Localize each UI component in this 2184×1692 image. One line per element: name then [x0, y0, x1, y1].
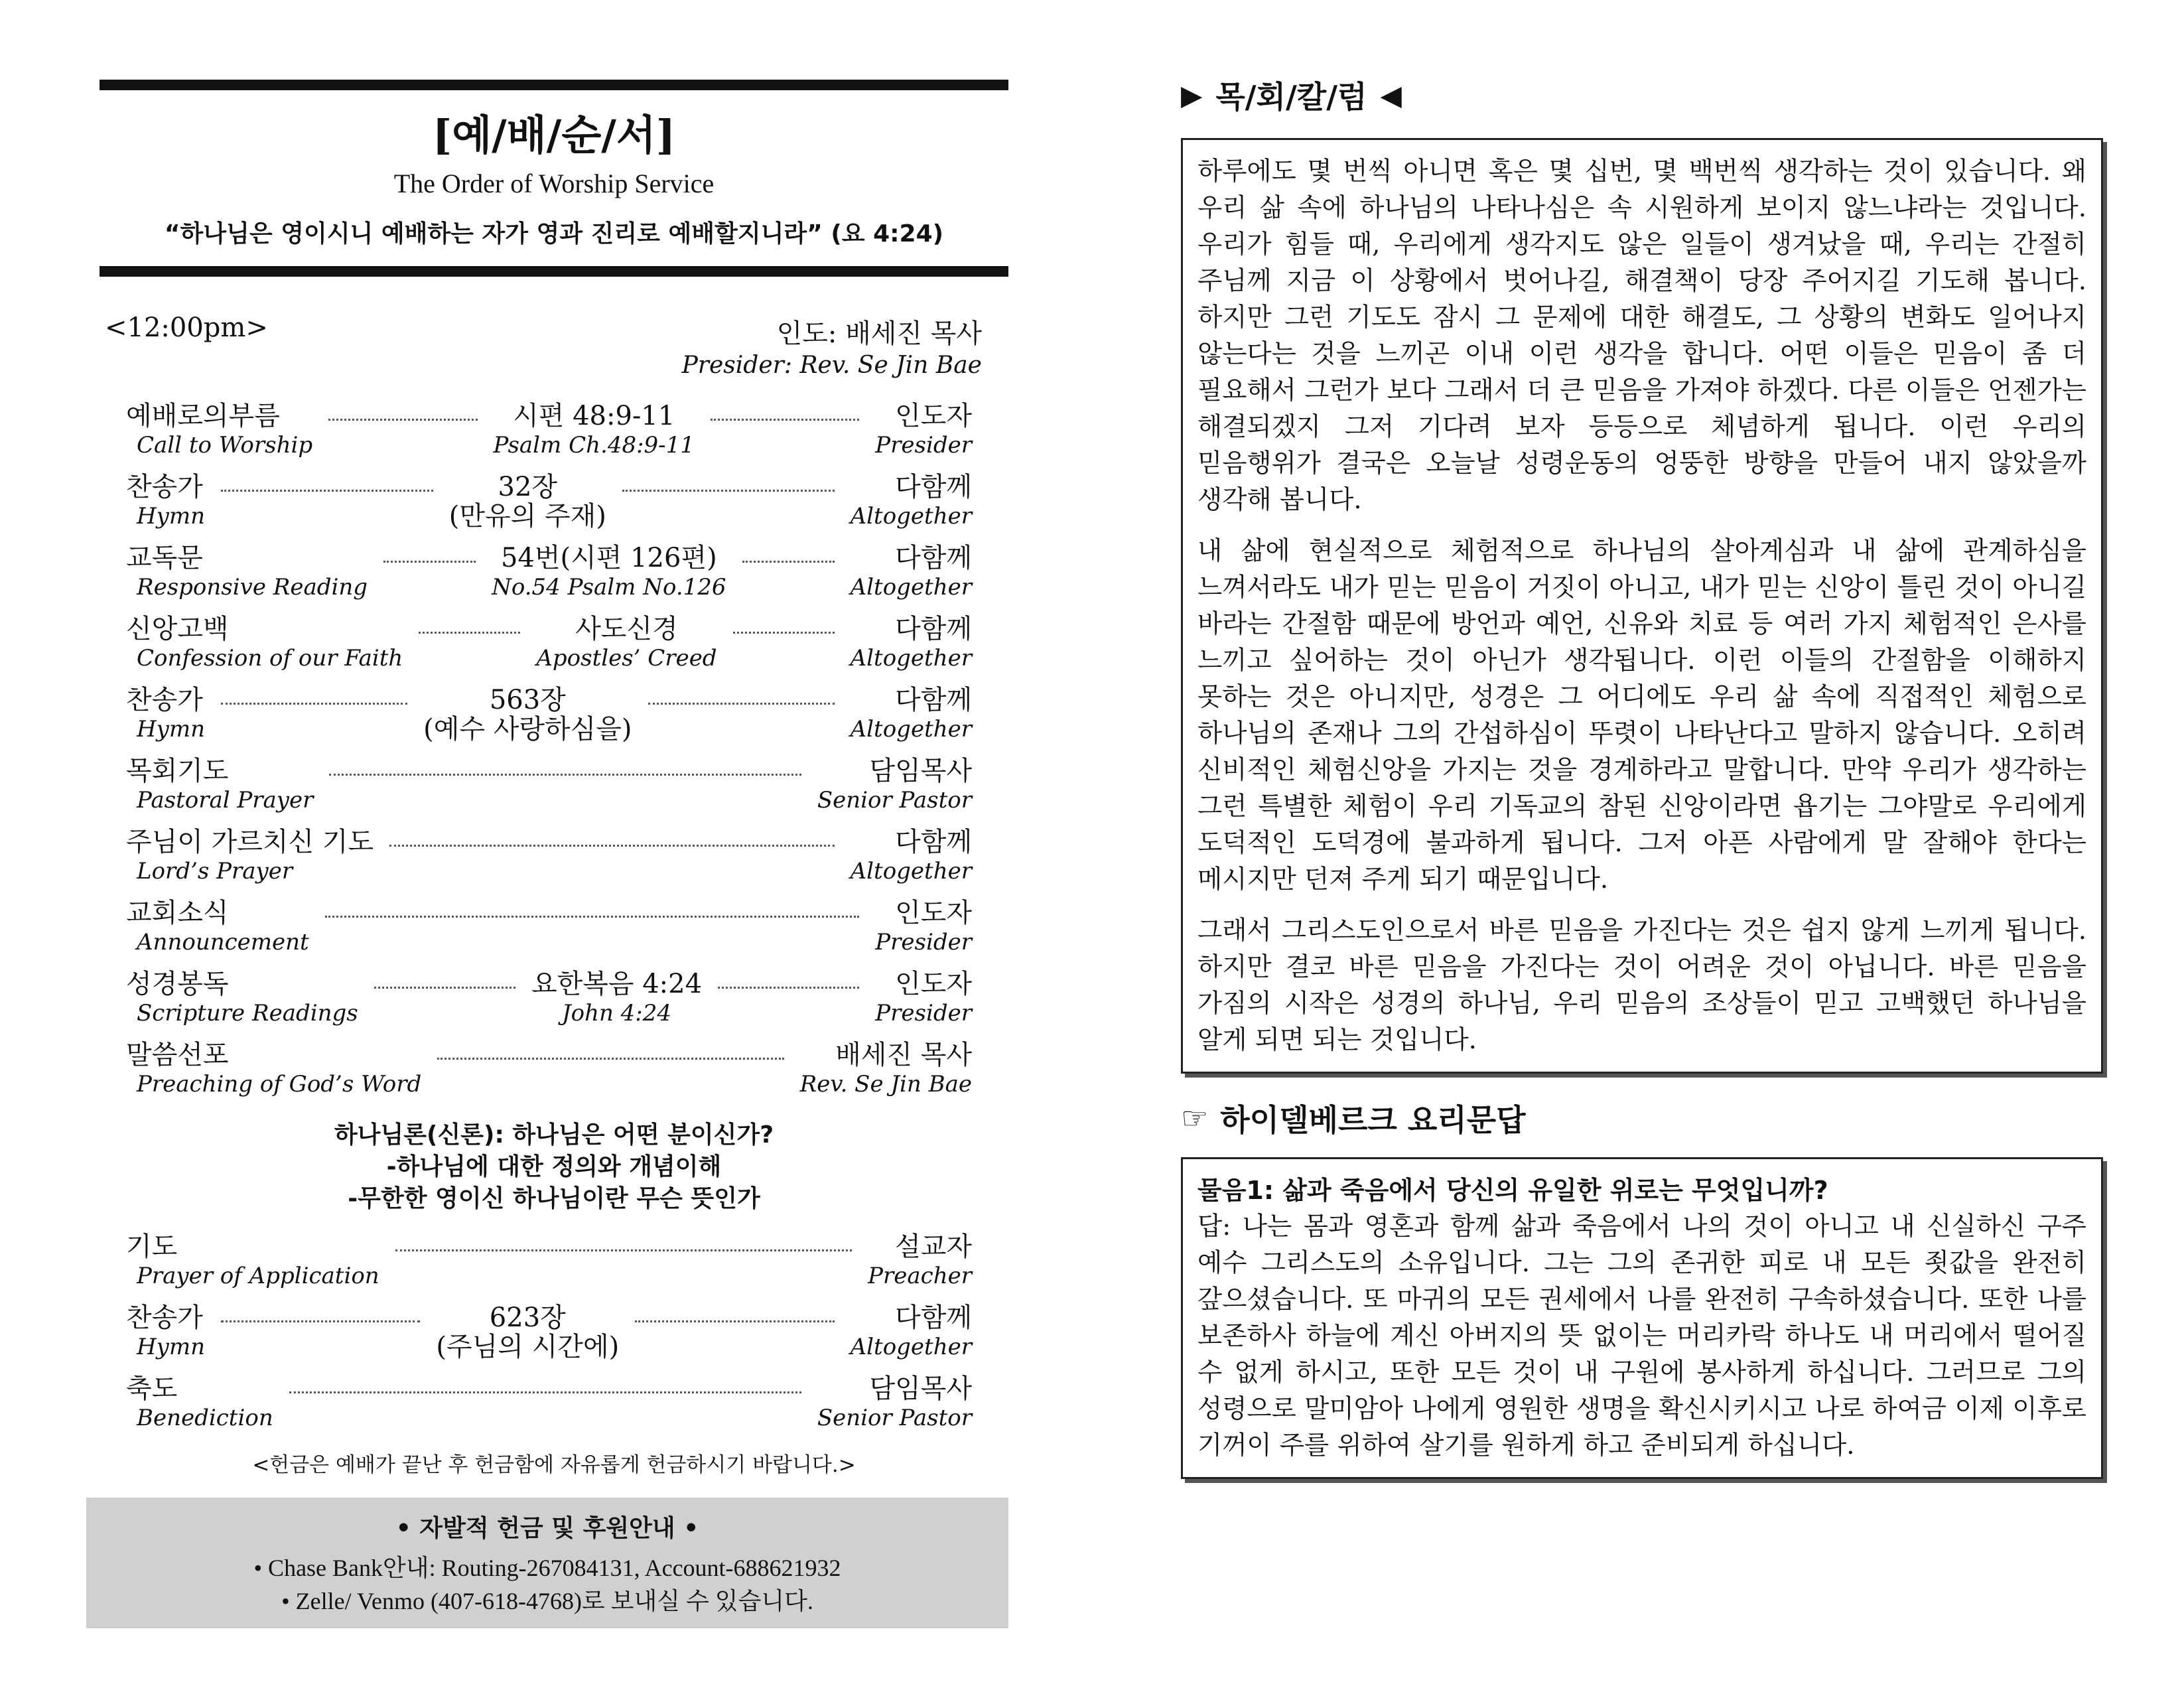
sermon-line: 하나님론(신론): 하나님은 어떤 분이신가?	[334, 1121, 774, 1149]
leader-dots	[389, 826, 834, 847]
item-detail-ko: 사도신경	[575, 614, 678, 645]
column-paragraph: 하루에도 몇 번씩 아니면 혹은 몇 십번, 몇 백번씩 생각하는 것이 있습니다. 왜 우리 삶 속에 하나님의 나타나심은 속 시원하게 보이지 않느냐라는 것입니다. 우리가 힘들 때, 우리에게 생각지도 않은 일들이 생겨났을 때, 우리는 간절히 주님께 지금 이 상황에서 벗어나길, 해결책이 당장 주어지길 기도해 봅니다. 하지만 그런 기도도 잠시 그 문제에 대한 해결도, 그 상황의 변화도 일어나지 않는다는 것을 느끼곤 이내 이런 생각을 합니다. 어떤 이들은 믿음이 좀 더 필요해서 그런가 보다 그래서 더 큰 믿음을 가져야 하겠다. 다른 이들은 언젠가는 해결되겠지 그저 기다려 보자 등등으로 체념하게 됩니다. 이런 우리의 믿음행위가 결국은 오늘날 성령운동의 엉뚱한 방향을 만들어 내지 않았을까 생각해 봅니다.	[1197, 157, 2086, 515]
item-role-ko: 다함께	[895, 614, 972, 645]
item-role-en: Altogether	[850, 503, 972, 530]
item-role-ko: 인도자	[895, 969, 973, 1000]
leader-dots	[437, 1039, 784, 1060]
item-name-en: Announcement	[137, 929, 309, 956]
item-role-ko: 다함께	[895, 685, 973, 716]
item-name-en: Preaching of God’s Word	[137, 1071, 422, 1098]
offering-bank: • Chase Bank안내: Routing-267084131, Account-688621932	[253, 1555, 841, 1582]
worship-item	[126, 826, 972, 897]
catechism-answer: 답: 나는 몸과 영혼과 함께 삶과 죽음에서 나의 것이 아니고 내 신실하신 구주 예수 그리스도의 소유입니다. 그는 그의 존귀한 피로 내 모든 죗값을 완전히 갚으셨습니다. 또 마귀의 모든 권세에서 나를 완전히 구속하셨습니다. 또한 나를 보존하사 하늘에 계신 아버지의 뜻 없이는 머리카락 하나도 내 머리에서 떨어질 수 없게 하시고, 또한 모든 것이 내 구원에 봉사하게 하십니다. 그러므로 그의 성령으로 말미암아 나에게 영원한 생명을 확신시키시고 나로 하여금 이제 이후로 기꺼이 주를 위하여 살기를 원하게 하고 준비되게 하십니다.	[1197, 1212, 2086, 1460]
item-role	[875, 400, 972, 458]
item-role-ko: 배세진 목사	[835, 1040, 972, 1071]
item-name-ko: 축도	[126, 1374, 178, 1405]
item-role-en: Altogether	[850, 716, 973, 743]
item-role	[851, 1302, 972, 1360]
item-name	[126, 1302, 205, 1360]
item-name-en: Hymn	[137, 716, 205, 743]
item-role	[800, 1039, 972, 1097]
worship-item	[126, 968, 972, 1039]
item-role-ko: 담임목사	[869, 1374, 972, 1405]
leader-dots	[289, 1373, 801, 1393]
item-name-en: Hymn	[137, 1334, 205, 1361]
item-name-ko: 목회기도	[126, 756, 229, 787]
item-name-ko: 기도	[126, 1232, 178, 1263]
worship-item	[126, 400, 972, 471]
order-of-worship	[100, 80, 1008, 1628]
item-name	[126, 1231, 379, 1289]
item-role-ko: 다함께	[895, 472, 972, 503]
item-role-en: Senior Pastor	[817, 1405, 972, 1432]
item-role	[851, 542, 972, 600]
item-detail-ko: 623장	[489, 1303, 566, 1334]
offering-box	[86, 1498, 1008, 1628]
order-subtitle: The Order of Worship Service	[393, 169, 715, 199]
item-role-en: Presider	[875, 1000, 973, 1027]
item-role	[851, 684, 972, 742]
item-role-en: Rev. Se Jin Bae	[799, 1071, 972, 1098]
item-role	[817, 1373, 972, 1431]
worship-items	[100, 400, 1008, 1110]
play-right-icon: ▶	[1181, 78, 1203, 111]
worship-item	[126, 897, 972, 968]
item-name	[126, 542, 368, 600]
item-role	[875, 897, 972, 955]
item-name-ko: 신앙고백	[126, 614, 229, 645]
item-name	[126, 968, 358, 1026]
item-name	[126, 400, 312, 458]
item-name-ko: 찬송가	[126, 1303, 203, 1334]
worship-item	[126, 1231, 972, 1302]
item-detail-en: Apostles’ Creed	[536, 645, 717, 672]
pastor-column-box	[1181, 138, 2103, 1074]
play-left-icon: ◀	[1380, 78, 1402, 111]
worship-item	[126, 542, 972, 613]
worship-item	[126, 755, 972, 826]
pastor-column-heading	[1181, 73, 2103, 117]
sermon-line: -하나님에 대한 정의와 개념이해	[386, 1153, 722, 1181]
item-detail-ko: 563장	[489, 685, 566, 716]
column-paragraph: 그래서 그리스도인으로서 바른 믿음을 가진다는 것은 쉽지 않게 느끼게 됩니다. 하지만 결코 바른 믿음을 가진다는 것이 어려운 것이 아닙니다. 바른 믿음을 가짐의 시작은 성경의 하나님, 우리 믿음의 조상들이 믿고 고백했던 하나님을 알게 되면 되는 것입니다.	[1197, 916, 2086, 1055]
leader-dots	[733, 613, 835, 634]
item-role	[851, 826, 972, 884]
item-name-en: Call to Worship	[137, 432, 313, 459]
item-name	[126, 897, 309, 955]
leader-dots	[221, 471, 433, 492]
leader-dots	[329, 755, 801, 776]
worship-item	[126, 1039, 972, 1110]
pastor-column-title: 목/회/칼/럼	[1215, 79, 1367, 115]
worship-item	[126, 684, 972, 755]
item-detail	[448, 471, 606, 532]
item-role-en: Altogether	[850, 858, 972, 885]
item-detail	[492, 542, 726, 600]
leader-dots	[325, 897, 860, 918]
item-detail	[531, 968, 702, 1026]
item-role	[817, 755, 972, 813]
item-name-ko: 교회소식	[126, 898, 229, 929]
worship-item	[126, 613, 972, 684]
item-name-ko: 성경봉독	[126, 969, 229, 1000]
service-time: <12:00pm>	[105, 313, 268, 344]
item-name-en: Prayer of Application	[137, 1263, 379, 1290]
item-name	[126, 613, 403, 671]
item-role-ko: 인도자	[895, 401, 973, 432]
item-detail-ko: 요한복음 4:24	[531, 969, 703, 1000]
worship-items-after	[100, 1231, 1008, 1444]
item-role-en: Presider	[875, 432, 973, 459]
item-role	[851, 613, 972, 671]
item-detail-en: John 4:24	[561, 1000, 672, 1027]
offering-zelle: • Zelle/ Venmo (407-618-4768)로 보내실 수 있습니다.	[281, 1588, 813, 1615]
sermon-title	[100, 1119, 1008, 1215]
item-role-ko: 설교자	[895, 1232, 972, 1263]
order-title: [예/배/순/서]	[432, 111, 676, 159]
item-name-en: Lord’s Prayer	[137, 858, 293, 885]
item-role-en: Presider	[875, 929, 972, 956]
leader-dots	[383, 542, 476, 563]
leader-dots	[742, 542, 835, 563]
item-role-ko: 다함께	[895, 1303, 972, 1334]
top-rule	[100, 80, 1008, 90]
item-detail-en: Psalm Ch.48:9-11	[493, 432, 695, 459]
right-column	[1181, 73, 2103, 1479]
item-name-en: Scripture Readings	[137, 1000, 358, 1027]
item-role	[851, 471, 972, 529]
item-role-en: Preacher	[868, 1263, 972, 1290]
item-role-ko: 담임목사	[869, 756, 972, 787]
item-detail-ko: 32장	[498, 472, 558, 503]
theme-verse: “하나님은 영이시니 예배하는 자가 영과 진리로 예배할지니라” (요 4:24)	[164, 220, 944, 248]
leader-dots	[635, 1302, 834, 1322]
item-name-ko: 교독문	[126, 543, 203, 574]
catechism-question: 물음1: 삶과 죽음에서 당신의 유일한 위로는 무엇입니까?	[1197, 1176, 1828, 1205]
item-name	[126, 684, 205, 742]
worship-item	[126, 471, 972, 542]
leader-dots	[622, 471, 835, 492]
presider-en: Presider: Rev. Se Jin Bae	[681, 352, 982, 380]
worship-item	[126, 1302, 972, 1373]
leader-dots	[328, 400, 477, 421]
service-time-row	[100, 313, 1008, 350]
item-name-ko: 찬송가	[126, 685, 203, 716]
item-name-ko: 예배로의부름	[126, 401, 280, 432]
sermon-line: -무한한 영이신 하나님이란 무슨 뜻인가	[348, 1185, 760, 1213]
item-role-en: Altogether	[850, 1334, 972, 1361]
item-name-ko: 주님이 가르치신 기도	[126, 827, 374, 858]
leader-dots	[711, 400, 859, 421]
item-name-en: Responsive Reading	[137, 574, 368, 601]
item-detail	[536, 613, 717, 671]
leader-dots	[648, 684, 835, 705]
item-name	[126, 755, 313, 813]
catechism-title: 하이델베르크 요리문답	[1220, 1102, 1526, 1138]
item-name-en: Hymn	[137, 503, 205, 530]
pointing-hand-icon: ☞	[1181, 1100, 1209, 1136]
item-detail-ko: 시편 48:9-11	[513, 401, 675, 432]
item-name	[126, 1039, 421, 1097]
item-name-ko: 말씀선포	[126, 1040, 229, 1071]
item-role-en: Altogether	[850, 574, 973, 601]
item-detail-en: (주님의 시간에)	[436, 1332, 620, 1363]
bottom-rule	[100, 266, 1008, 277]
item-role-en: Senior Pastor	[817, 787, 972, 814]
item-name	[126, 826, 374, 884]
item-name	[126, 1373, 273, 1431]
item-role-ko: 다함께	[895, 543, 973, 574]
offering-heading: • 자발적 헌금 및 후원안내 •	[395, 1515, 699, 1543]
item-name	[126, 471, 205, 529]
item-role	[868, 1231, 972, 1289]
item-detail-en: (만유의 주재)	[448, 501, 606, 532]
item-role-en: Altogether	[850, 645, 972, 672]
leader-dots	[374, 968, 515, 989]
leader-dots	[718, 968, 859, 989]
presider-ko: 인도: 배세진 목사	[776, 318, 982, 350]
leader-dots	[395, 1231, 852, 1251]
item-name-en: Benediction	[137, 1405, 273, 1432]
catechism-box	[1181, 1157, 2103, 1479]
offering-note: <헌금은 예배가 끝난 후 헌금함에 자유롭게 헌금하시기 바랍니다.>	[252, 1453, 856, 1478]
item-detail	[494, 400, 695, 458]
worship-item	[126, 1373, 972, 1444]
item-detail-ko: 54번(시편 126편)	[500, 543, 717, 574]
column-paragraph: 내 삶에 현실적으로 체험적으로 하나님의 살아계심과 내 삶에 관계하심을 느껴서라도 내가 믿는 믿음이 거짓이 아니고, 내가 믿는 신앙이 틀린 것이 아니길 바라는 간절함 때문에 방언과 예언, 신유와 치료 등 여러 가지 체험적인 은사를 느끼고 싶어하는 것이 아닌가 생각됩니다. 이런 이들의 간절함을 이해하지 못하는 것은 아니지만, 성경은 그 어디에도 우리 삶 속에 직접적인 체험으로 하나님의 존재나 그의 간섭하심이 뚜렷이 나타난다고 말하지 않습니다. 오히려 신비적인 체험신앙을 가지는 것을 경계하라고 말합니다. 만약 우리가 생각하는 그런 특별한 체험이 우리 기독교의 참된 신앙이라면 욥기는 그야말로 우리에게 도덕적인 도덕경에 불과하게 됩니다. 그저 아픈 사람에게 말 잘해야 한다는 메시지만 던져 주게 되기 때문입니다.	[1197, 536, 2086, 894]
item-name-ko: 찬송가	[126, 472, 203, 503]
item-detail-en: No.54 Psalm No.126	[492, 574, 726, 601]
item-role-ko: 다함께	[895, 827, 972, 858]
item-detail	[423, 684, 632, 745]
catechism-heading	[1181, 1096, 2103, 1140]
item-detail-en: (예수 사랑하심을)	[423, 714, 632, 745]
item-name-en: Pastoral Prayer	[137, 787, 314, 814]
item-detail	[436, 1302, 620, 1363]
leader-dots	[221, 684, 407, 705]
leader-dots	[221, 1302, 420, 1322]
item-role	[875, 968, 972, 1026]
leader-dots	[419, 613, 520, 634]
item-name-en: Confession of our Faith	[137, 645, 403, 672]
item-role-ko: 인도자	[895, 898, 972, 929]
